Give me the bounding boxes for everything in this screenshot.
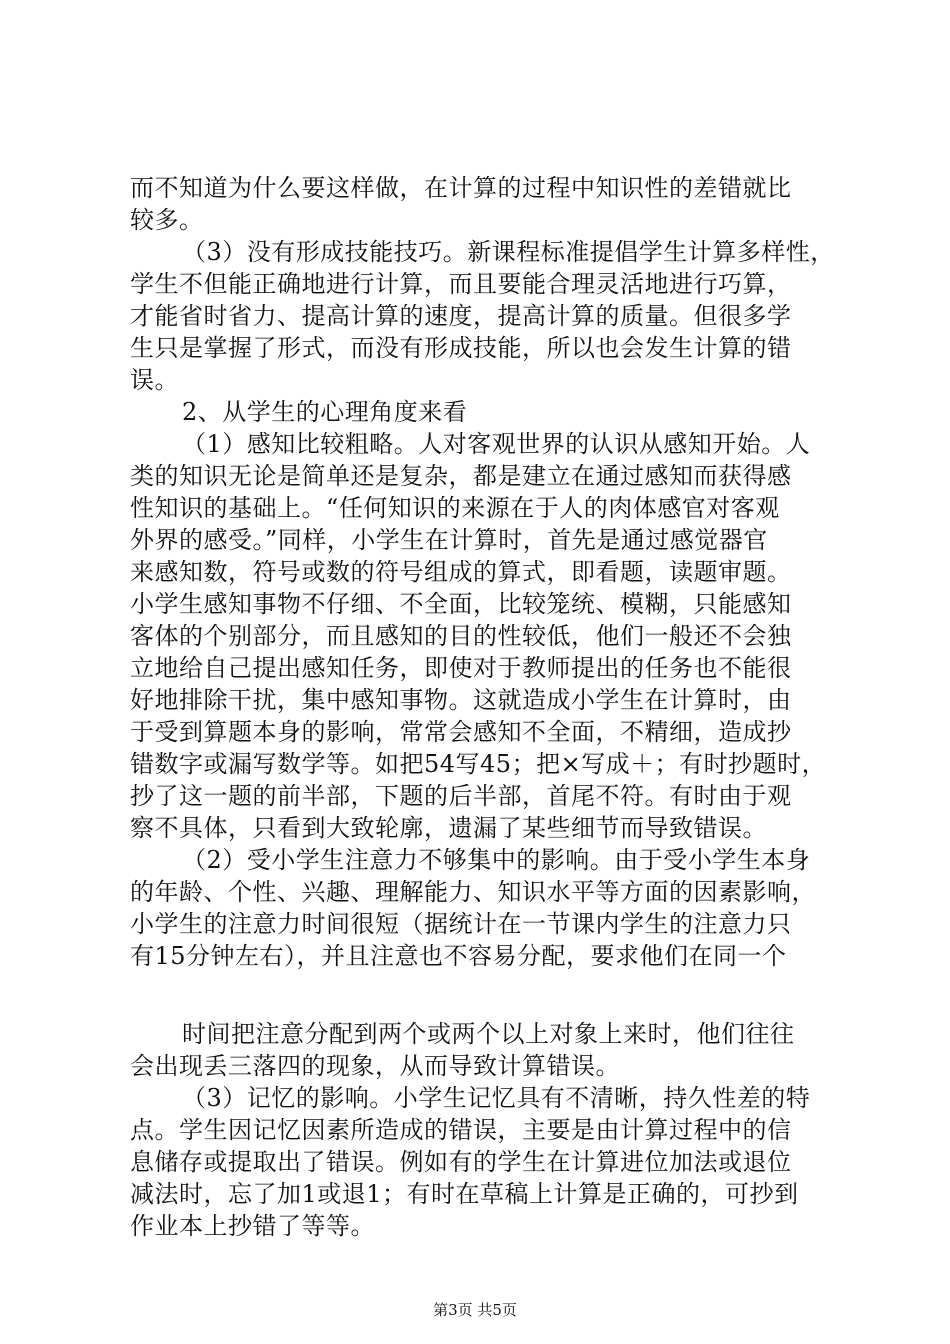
text-line: 生只是掌握了形式，而没有形成技能，所以也会发生计算的错	[130, 334, 792, 362]
text-line: 抄了这一题的前半部，下题的后半部，首尾不符。有时由于观	[130, 782, 792, 810]
text-line: （1）感知比较粗略。人对客观世界的认识从感知开始。人	[182, 430, 811, 458]
text-line: 有15分钟左右），并且注意也不容易分配，要求他们在同一个	[130, 942, 787, 970]
text-line: 来感知数，符号或数的符号组成的算式，即看题，读题审题。	[130, 558, 792, 586]
section-heading: 2、从学生的心理角度来看	[182, 398, 468, 426]
text-line: 性知识的基础上。“任何知识的来源在于人的肉体感官对客观	[130, 494, 780, 522]
text-line: 减法时，忘了加1或退1；有时在草稿上计算是正确的，可抄到	[130, 1180, 799, 1208]
text-line: 较多。	[130, 206, 204, 234]
text-line: 外界的感受。”同样，小学生在计算时，首先是通过感觉器官	[130, 526, 768, 554]
text-line: 点。学生因记忆因素所造成的错误，主要是由计算过程中的信	[130, 1116, 792, 1144]
text-line: 客体的个别部分，而且感知的目的性较低，他们一般还不会独	[130, 622, 792, 650]
text-line: 好地排除干扰，集中感知事物。这就造成小学生在计算时，由	[130, 686, 792, 714]
text-line: 于受到算题本身的影响，常常会感知不全面，不精细，造成抄	[130, 718, 792, 746]
text-line: 会出现丢三落四的现象，从而导致计算错误。	[130, 1052, 620, 1080]
page-footer: 第3页 共5页	[433, 1301, 517, 1319]
text-line: 息储存或提取出了错误。例如有的学生在计算进位加法或退位	[130, 1148, 792, 1176]
text-line: 立地给自己提出感知任务，即使对于教师提出的任务也不能很	[130, 654, 792, 682]
text-line: 小学生感知事物不仔细、不全面，比较笼统、模糊，只能感知	[130, 590, 792, 618]
text-line: 误。	[130, 366, 179, 394]
text-line: （3）记忆的影响。小学生记忆具有不清晰，持久性差的特	[182, 1084, 811, 1112]
text-line: 时间把注意分配到两个或两个以上对象上来时，他们往往	[182, 1020, 795, 1048]
text-line: 错数字或漏写数学等。如把54写45；把×写成＋；有时抄题时，	[130, 750, 827, 778]
text-line: 小学生的注意力时间很短（据统计在一节课内学生的注意力只	[130, 910, 792, 938]
text-line: 的年龄、个性、兴趣、理解能力、知识水平等方面的因素影响，	[130, 878, 816, 906]
text-line: 学生不但能正确地进行计算，而且要能合理灵活地进行巧算，	[130, 270, 792, 298]
text-line: 才能省时省力、提高计算的速度，提高计算的质量。但很多学	[130, 302, 792, 330]
text-line: （3）没有形成技能技巧。新课程标准提倡学生计算多样性，	[182, 238, 835, 266]
text-line: （2）受小学生注意力不够集中的影响。由于受小学生本身	[182, 846, 811, 874]
text-line: 类的知识无论是简单还是复杂，都是建立在通过感知而获得感	[130, 462, 792, 490]
text-line: 察不具体，只看到大致轮廓，遗漏了某些细节而导致错误。	[130, 814, 767, 842]
text-line: 作业本上抄错了等等。	[130, 1212, 375, 1240]
text-line: 而不知道为什么要这样做，在计算的过程中知识性的差错就比	[130, 174, 792, 202]
